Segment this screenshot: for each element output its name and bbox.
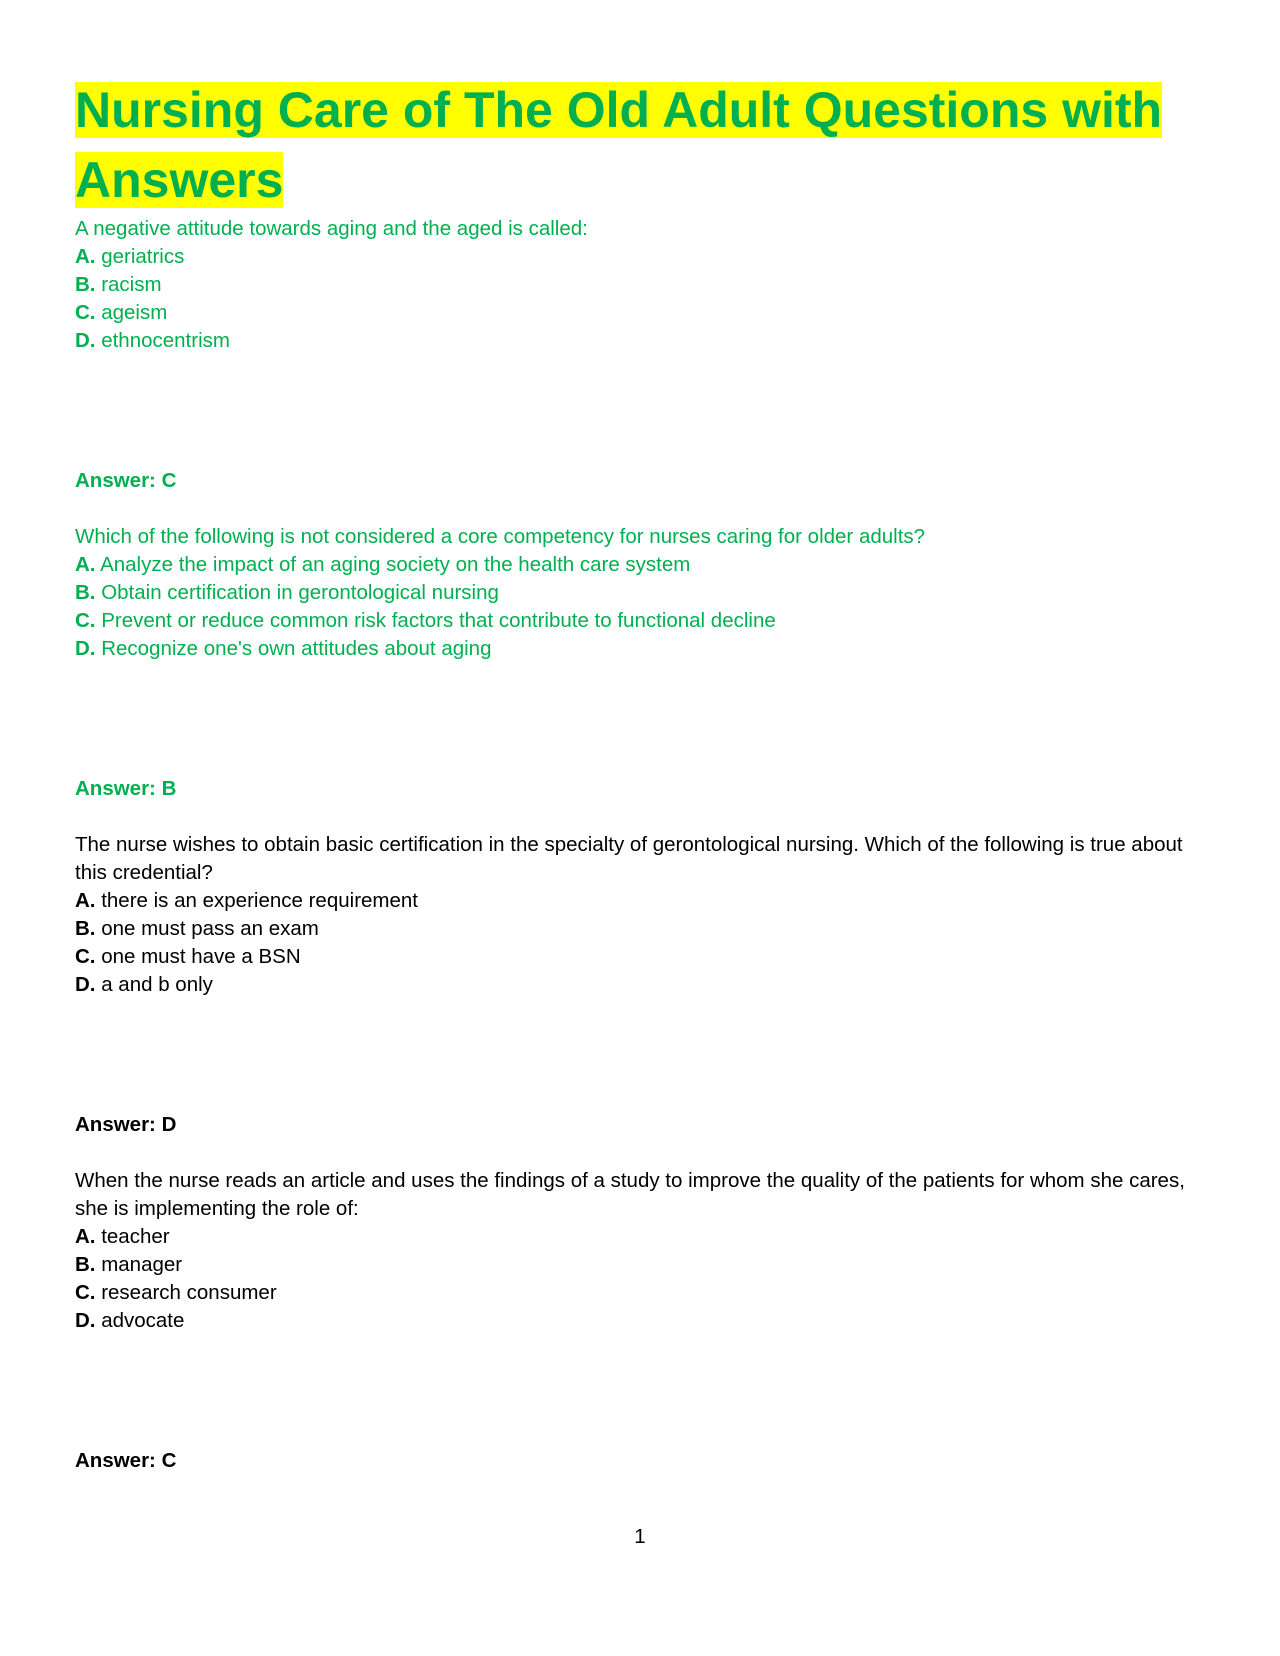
option-c — [75, 943, 1185, 971]
option-d — [75, 635, 1185, 663]
option-a — [75, 887, 1185, 915]
answer-text: Answer: C — [75, 1449, 177, 1472]
option-letter: D. — [75, 637, 96, 660]
option-letter: B. — [75, 1253, 96, 1276]
options-list — [75, 1223, 1185, 1335]
option-letter: D. — [75, 973, 96, 996]
option-letter: D. — [75, 1309, 96, 1332]
option-text: one must have a BSN — [101, 945, 301, 968]
option-letter: D. — [75, 329, 96, 352]
option-text: geriatrics — [101, 245, 185, 268]
option-c — [75, 299, 1185, 327]
title-highlight: Nursing Care of The Old Adult Questions with Answers — [75, 82, 1163, 208]
option-letter: B. — [75, 273, 96, 296]
option-text: a and b only — [101, 973, 213, 996]
option-a — [75, 243, 1185, 271]
answer-text: Answer: D — [75, 1113, 177, 1136]
question-1 — [75, 215, 1185, 523]
option-letter: C. — [75, 1281, 96, 1304]
options-list — [75, 243, 1185, 355]
question-4 — [75, 1167, 1185, 1475]
option-a — [75, 551, 1185, 579]
option-letter: C. — [75, 945, 96, 968]
page-title — [75, 75, 1185, 215]
question-3 — [75, 831, 1185, 1167]
options-list — [75, 887, 1185, 999]
question-text: When the nurse reads an article and uses the findings of a study to improve the quality of the patients for whom she cares, she is implementing the role of: — [75, 1169, 1185, 1220]
question-2 — [75, 523, 1185, 831]
option-d — [75, 1307, 1185, 1335]
question-text: The nurse wishes to obtain basic certification in the specialty of gerontological nursing. Which of the following is true about this credential? — [75, 833, 1183, 884]
option-letter: A. — [75, 245, 96, 268]
option-text: research consumer — [101, 1281, 277, 1304]
option-letter: A. — [75, 1225, 96, 1248]
option-text: racism — [101, 273, 162, 296]
option-text: one must pass an exam — [101, 917, 319, 940]
option-b — [75, 1251, 1185, 1279]
option-letter: B. — [75, 917, 96, 940]
answer-text: Answer: C — [75, 469, 177, 492]
option-letter: B. — [75, 581, 96, 604]
option-text: Analyze the impact of an aging society on the health care system — [100, 553, 691, 576]
option-d — [75, 327, 1185, 355]
option-c — [75, 607, 1185, 635]
option-c — [75, 1279, 1185, 1307]
option-text: there is an experience requirement — [101, 889, 418, 912]
option-letter: A. — [75, 889, 96, 912]
option-a — [75, 1223, 1185, 1251]
option-text: advocate — [101, 1309, 185, 1332]
option-b — [75, 915, 1185, 943]
option-text: ageism — [101, 301, 168, 324]
option-text: manager — [101, 1253, 183, 1276]
option-text: Recognize one's own attitudes about aging — [101, 637, 492, 660]
page-content — [75, 75, 1185, 1475]
option-text: Obtain certification in gerontological nursing — [101, 581, 499, 604]
answer-text: Answer: B — [75, 777, 177, 800]
option-text: teacher — [101, 1225, 170, 1248]
page-number: 1 — [634, 1525, 646, 1548]
question-text: A negative attitude towards aging and the aged is called: — [75, 217, 588, 240]
options-list — [75, 551, 1185, 663]
option-b — [75, 579, 1185, 607]
option-text: Prevent or reduce common risk factors that contribute to functional decline — [101, 609, 776, 632]
option-letter: A. — [75, 553, 96, 576]
option-b — [75, 271, 1185, 299]
option-letter: C. — [75, 609, 96, 632]
option-letter: C. — [75, 301, 96, 324]
option-text: ethnocentrism — [101, 329, 230, 352]
option-d — [75, 971, 1185, 999]
question-text: Which of the following is not considered a core competency for nurses caring for older adults? — [75, 525, 926, 548]
